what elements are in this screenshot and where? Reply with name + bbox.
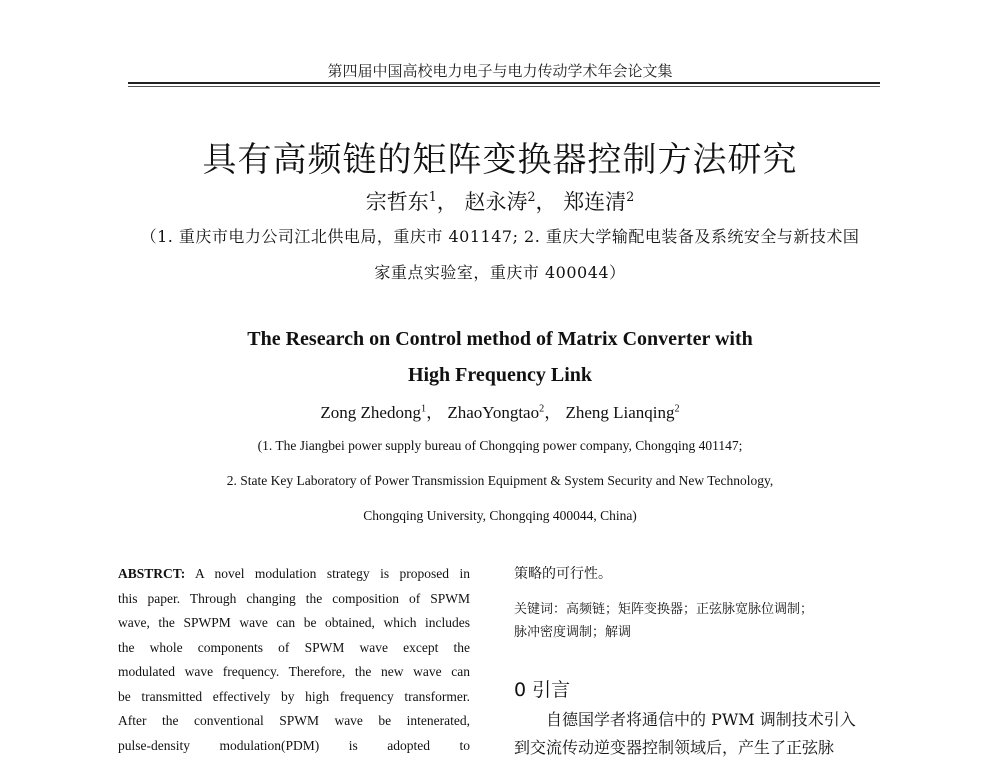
author-en-1: Zong Zhedong$^1$， [320,403,444,422]
abstract-line: wave, the SPWPM wave can be obtained, which includes [118,615,470,630]
authors-cn [0,186,1000,216]
author-cn-1: 宗哲东$^1$， [365,189,458,214]
author-cn-3: 郑连清$^2$ [563,189,635,214]
intro-paragraph-line-2: 到交流传动逆变器控制领域后，产生了正弦脉 [514,738,835,757]
abstract-line: ABSTRCT: A novel modulation strategy is proposed in [118,566,470,581]
author-cn-3-affil-mark: 2 [626,189,635,204]
header-rule-thin [128,86,880,87]
author-cn-2: 赵永涛$^2$， [464,189,557,214]
keywords-line-2: 脉冲密度调制；解调 [514,625,632,640]
author-en-1-affil-mark: 1 [420,403,427,415]
author-en-3: Zheng Lianqing$^2$ [565,403,680,422]
authors-en [0,398,1000,423]
abstract-line: be transmitted effectively by high frequency transformer. [118,688,470,704]
running-header: 第四届中国高校电力电子与电力传动学术年会论文集 [327,62,673,80]
header-rule [128,82,880,84]
author-en-2-affil-mark: 2 [539,403,545,415]
abstract-label: ABSTRCT: [118,566,186,581]
abstract-line: After the conventional SPWM wave be intenerated, [118,713,470,728]
paper-title-cn: 具有高频链的矩阵变换器控制方法研究 [202,140,798,180]
intro-paragraph-line-1: 自德国学者将通信中的 PWM 调制技术引入 [546,710,856,729]
abstract-line: this paper. Through changing the composition of SPWM [118,590,470,606]
affiliation-en-line-3: Chongqing University, Chongqing 400044, China) [363,508,637,523]
keywords-line-1: 关键词：高频链；矩阵变换器；正弦脉宽脉位调制； [514,602,814,617]
affiliation-en-line-2: 2. State Key Laboratory of Power Transmission Equipment & System Security and New Technology, [226,473,774,488]
author-en-3-affil-mark: 2 [674,403,680,415]
paper-title-en-line-1: The Research on Control method of Matrix Converter with [247,328,753,350]
affiliation-en-line-1: (1. The Jiangbei power supply bureau of Chongqing power company, Chongqing 401147; [257,438,743,453]
abstract-en [118,562,470,758]
abstract-line: pulse-density modulation(PDM) is adopted to [118,737,470,753]
abstract-line: the whole components of SPWM wave except the [118,639,470,655]
author-cn-1-affil-mark: 1 [428,189,437,204]
abstract-line: modulated wave frequency. Therefore, the new wave can [118,664,470,679]
author-cn-2-affil-mark: 2 [527,189,536,204]
author-en-2: ZhaoYongtao$^2$， [447,403,562,422]
affiliation-cn-line-2: 家重点实验室，重庆市 400044） [374,263,626,282]
affiliation-cn-line-1: （1. 重庆市电力公司江北供电局，重庆市 401147; 2. 重庆大学输配电装备及系统安全与新技术国 [140,227,860,246]
section-heading-introduction: 0 引言 [514,679,571,701]
paper-title-en-line-2: High Frequency Link [407,364,593,386]
abstract-cn-tail: 策略的可行性。 [514,566,612,582]
